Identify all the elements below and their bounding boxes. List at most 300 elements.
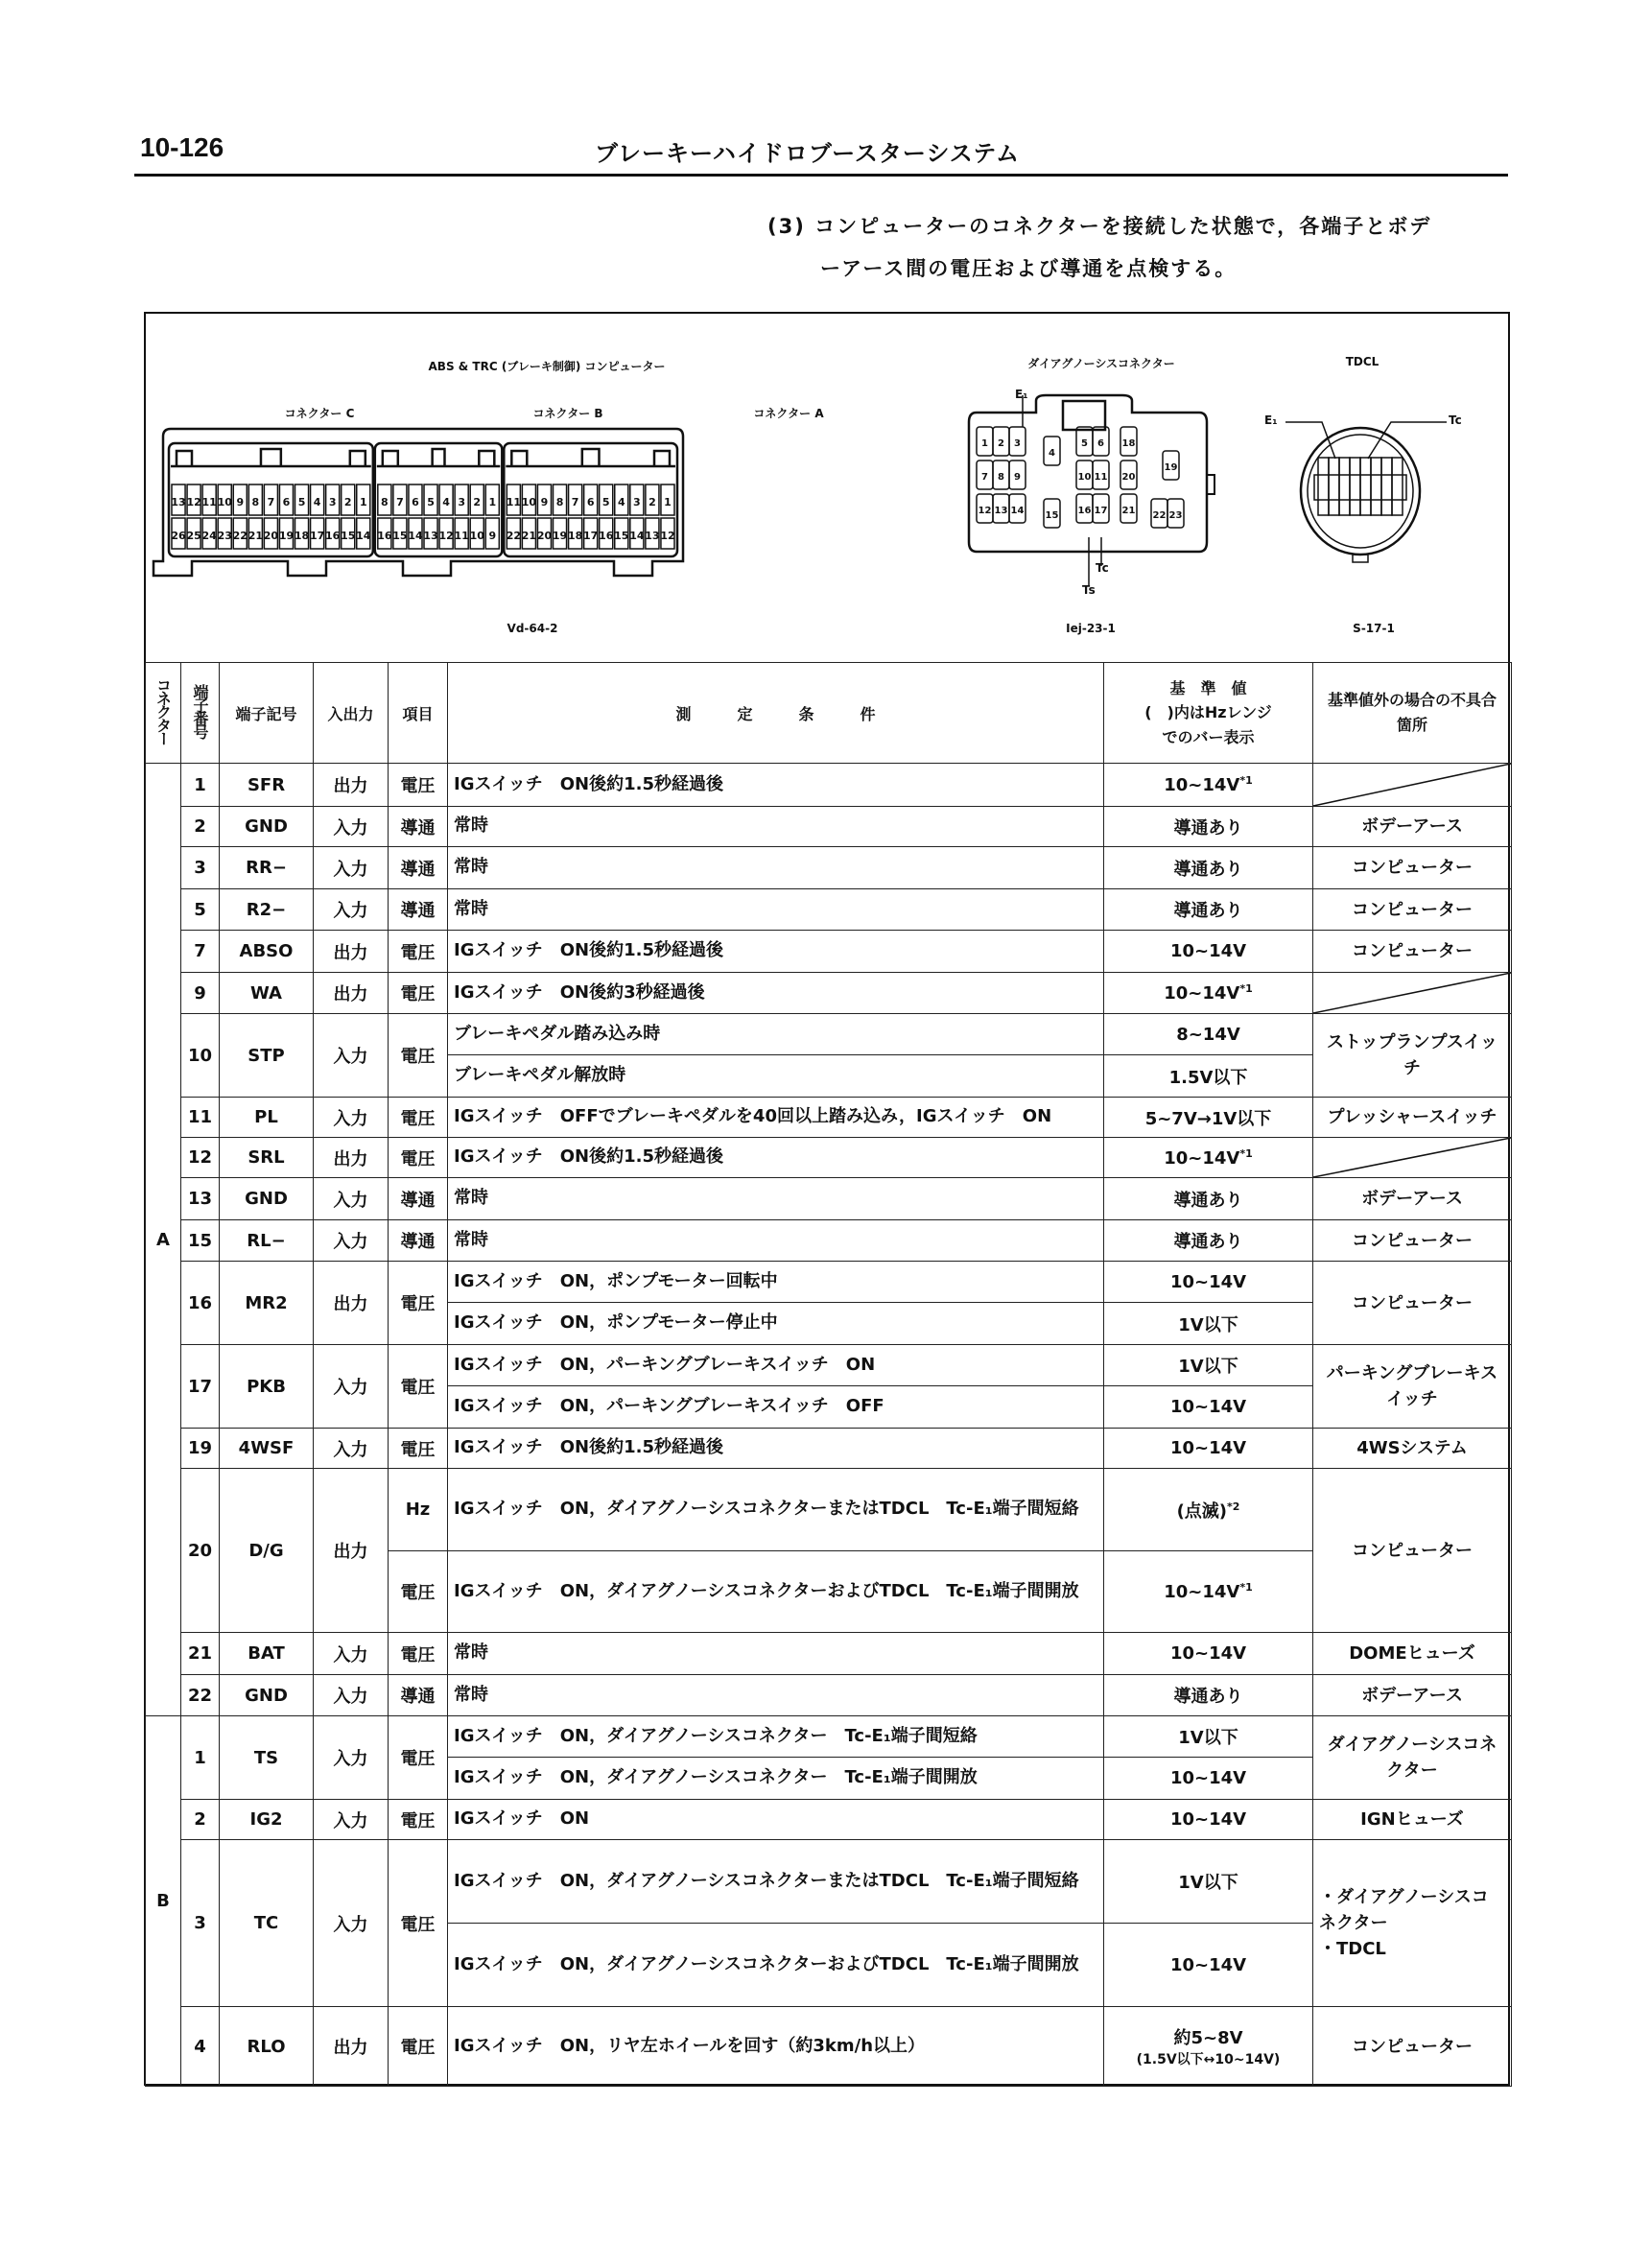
intro-line-1: (3) コンピューターのコネクターを接続した状態で，各端子とボデ <box>767 215 1432 238</box>
io-cell: 出力 <box>314 1469 389 1633</box>
connector-b-label: コネクター B <box>532 407 603 420</box>
fault-location-blank <box>1313 764 1512 807</box>
standard-value: 約5~8V <box>1173 2028 1243 2048</box>
standard-value-cell <box>1104 2007 1313 2087</box>
header-terminal-symbol: 端子記号 <box>220 663 314 764</box>
header-terminal-no: 端子番号 <box>181 663 220 764</box>
pin-number: 13 <box>994 506 1008 516</box>
tdcl-code: S-17-1 <box>1353 622 1395 635</box>
connector-cell: A <box>146 764 181 1716</box>
standard-value-cell <box>1104 1098 1313 1138</box>
pin-number: 3 <box>458 496 465 508</box>
pin-number: 14 <box>356 530 371 542</box>
pin-number: 9 <box>540 496 549 508</box>
pin-number: 11 <box>454 530 469 542</box>
condition-cell: 常時 <box>448 807 1104 847</box>
fault-location-cell: プレッシャースイッチ <box>1313 1098 1512 1138</box>
fault-location-cell: パーキングブレーキスイッチ <box>1313 1345 1512 1429</box>
pin-number: 22 <box>232 530 248 542</box>
standard-value: 1V以下 <box>1178 1314 1238 1335</box>
standard-value: 10~14V <box>1169 1397 1247 1417</box>
standard-value: 1V以下 <box>1178 1873 1238 1893</box>
standard-value: 5~7V→1V以下 <box>1144 1108 1272 1129</box>
terminal-symbol-cell: SFR <box>220 764 314 807</box>
pin-number: 25 <box>186 530 201 542</box>
pin-number: 10 <box>217 496 232 508</box>
condition-cell: IGスイッチ ON後約1.5秒経過後 <box>448 764 1104 807</box>
pin-number: 24 <box>201 530 217 542</box>
pin-number: 1 <box>488 496 497 508</box>
pin-number: 1 <box>359 496 367 508</box>
pin-number: 4 <box>442 496 450 508</box>
pin-number: 13 <box>645 530 660 542</box>
item-cell: 導通 <box>389 807 448 847</box>
terminal-symbol-cell: IG2 <box>220 1800 314 1840</box>
fault-location-cell: コンピューター <box>1313 1262 1512 1345</box>
terminal-symbol-cell: RL− <box>220 1220 314 1262</box>
condition-cell: IGスイッチ ON，ダイアグノーシスコネクターおよびTDCL Tc-E₁端子間開放 <box>448 1924 1104 2007</box>
standard-value: 10~14V <box>1169 1271 1247 1292</box>
terminal-no-cell: 7 <box>181 931 220 973</box>
fault-location-cell: コンピューター <box>1313 2007 1512 2087</box>
terminal-no-cell: 2 <box>181 1800 220 1840</box>
standard-value: 10~14V <box>1169 941 1247 961</box>
pin-number: 22 <box>506 530 521 542</box>
diagonal-slash <box>1313 1138 1511 1177</box>
io-cell: 入力 <box>314 1098 389 1138</box>
connector-c-label: コネクター C <box>284 407 355 420</box>
fault-location-cell: ・ダイアグノーシスコネクター ・TDCL <box>1313 1840 1512 2007</box>
pin-number: 13 <box>171 496 186 508</box>
pin-number: 4 <box>313 496 321 508</box>
pin-number: 11 <box>506 496 521 508</box>
standard-value-cell <box>1104 1055 1313 1098</box>
diag-tc-label: Tc <box>1096 561 1109 575</box>
io-cell: 入力 <box>314 1675 389 1716</box>
pin-number: 21 <box>1121 506 1136 516</box>
item-cell: 電圧 <box>389 1014 448 1098</box>
diag-connector-title: ダイアグノーシスコネクター <box>1027 357 1175 370</box>
connector-b-pins <box>375 443 503 556</box>
computer-title: ABS & TRC (ブレーキ制御) コンピューター <box>428 360 666 373</box>
tdcl-tc-label: Tc <box>1449 413 1462 427</box>
condition-cell: 常時 <box>448 1675 1104 1716</box>
diag-e1-label: E₁ <box>1015 388 1028 401</box>
io-cell: 出力 <box>314 1262 389 1345</box>
condition-cell: IGスイッチ ON，パーキングブレーキスイッチ OFF <box>448 1386 1104 1429</box>
pin-number: 15 <box>392 530 408 542</box>
terminal-symbol-cell: R2− <box>220 889 314 931</box>
pin-number: 4 <box>617 496 625 508</box>
standard-value-cell <box>1104 1303 1313 1345</box>
fault-location-cell: ボデーアース <box>1313 1675 1512 1716</box>
io-cell: 入力 <box>314 1345 389 1429</box>
pin-number: 12 <box>660 530 675 542</box>
item-cell: 導通 <box>389 1675 448 1716</box>
standard-value: 導通あり <box>1173 859 1243 880</box>
condition-cell: 常時 <box>448 847 1104 889</box>
diagonal-slash <box>1313 973 1511 1013</box>
condition-cell: IGスイッチ ON後約1.5秒経過後 <box>448 931 1104 973</box>
pin-number: 8 <box>251 496 260 508</box>
condition-cell: IGスイッチ ON，リヤ左ホイールを回す（約3km/h以上） <box>448 2007 1104 2087</box>
item-cell: 電圧 <box>389 1345 448 1429</box>
io-cell: 出力 <box>314 973 389 1014</box>
item-cell: 導通 <box>389 1220 448 1262</box>
condition-cell: 常時 <box>448 1178 1104 1220</box>
io-cell: 入力 <box>314 847 389 889</box>
pin-number: 14 <box>1010 506 1025 516</box>
pin-number: 12 <box>186 496 201 508</box>
pin-number: 7 <box>981 472 988 483</box>
standard-value: (点滅) <box>1176 1500 1228 1522</box>
terminal-symbol-cell: GND <box>220 1178 314 1220</box>
table-row <box>146 2007 1512 2087</box>
header-io: 入出力 <box>314 663 389 764</box>
standard-value: 10~14V <box>1169 1643 1247 1664</box>
terminal-symbol-cell: D/G <box>220 1469 314 1633</box>
pin-number: 21 <box>248 530 263 542</box>
io-cell: 入力 <box>314 807 389 847</box>
standard-value-cell <box>1104 1675 1313 1716</box>
pin-number: 15 <box>614 530 629 542</box>
header-fault-location: 基準値外の場合の不具合箇所 <box>1313 663 1512 764</box>
standard-value-cell <box>1104 1800 1313 1840</box>
io-cell: 入力 <box>314 1800 389 1840</box>
table-row <box>146 1469 1512 1551</box>
standard-value: 1V以下 <box>1178 1728 1238 1748</box>
pin-number: 7 <box>571 496 579 508</box>
pin-number: 10 <box>1077 472 1092 483</box>
pin-number: 3 <box>328 496 337 508</box>
page-number: 10-126 <box>140 132 224 162</box>
condition-cell: IGスイッチ ON <box>448 1800 1104 1840</box>
pin-number: 19 <box>278 530 295 542</box>
condition-cell: ブレーキペダル解放時 <box>448 1055 1104 1098</box>
terminal-no-cell: 1 <box>181 764 220 807</box>
pin-number: 20 <box>263 530 279 542</box>
io-cell: 入力 <box>314 889 389 931</box>
pin-number: 22 <box>1152 510 1167 521</box>
terminal-no-cell: 21 <box>181 1633 220 1675</box>
standard-value-cell <box>1104 1758 1313 1800</box>
terminal-symbol-cell: MR2 <box>220 1262 314 1345</box>
io-cell: 出力 <box>314 2007 389 2087</box>
pin-number: 14 <box>408 530 423 542</box>
condition-cell: IGスイッチ ON後約3秒経過後 <box>448 973 1104 1014</box>
pin-number: 6 <box>1097 438 1104 449</box>
standard-value: 10~14V <box>1164 775 1240 795</box>
diagnosis-connector <box>969 395 1214 585</box>
table-row <box>146 847 1512 889</box>
connector-cell: B <box>146 1716 181 2087</box>
fault-location-cell: コンピューター <box>1313 931 1512 973</box>
connector-c-pins <box>169 443 373 556</box>
pin-number: 10 <box>521 496 537 508</box>
standard-value-cell <box>1104 1178 1313 1220</box>
standard-value: 10~14V <box>1164 983 1240 1004</box>
pin-number: 16 <box>325 530 341 542</box>
item-cell: 電圧 <box>389 1840 448 2007</box>
pin-number: 3 <box>633 496 641 508</box>
fault-location-cell: ストップランプスイッチ <box>1313 1014 1512 1098</box>
item-cell: 電圧 <box>389 1138 448 1178</box>
fault-location-cell: コンピューター <box>1313 847 1512 889</box>
standard-value-cell <box>1104 764 1313 807</box>
pin-number: 1 <box>981 438 988 449</box>
condition-cell: IGスイッチ OFFでブレーキペダルを40回以上踏み込み，IGスイッチ ON <box>448 1098 1104 1138</box>
pin-number: 7 <box>267 496 275 508</box>
table-row <box>146 1262 1512 1303</box>
standard-value-cell <box>1104 1220 1313 1262</box>
tdcl-connector <box>1285 422 1447 562</box>
io-cell: 入力 <box>314 1014 389 1098</box>
header-standard-value: 基 準 値 ( )内はHzレンジ でのバー表示 <box>1104 663 1313 764</box>
pin-number: 3 <box>1014 438 1021 449</box>
standard-value: 1V以下 <box>1178 1357 1238 1377</box>
pin-number: 6 <box>412 496 419 508</box>
table-row <box>146 1633 1512 1675</box>
pin-number: 5 <box>601 496 610 508</box>
io-cell: 入力 <box>314 1429 389 1469</box>
computer-code: Vd-64-2 <box>507 622 558 635</box>
standard-value-cell <box>1104 931 1313 973</box>
pin-number: 8 <box>381 496 389 508</box>
table-row <box>146 931 1512 973</box>
pin-number: 6 <box>282 496 291 508</box>
table-row <box>146 1800 1512 1840</box>
pin-number: 21 <box>521 530 537 542</box>
header-connector: コネクター <box>146 663 181 764</box>
condition-cell: ブレーキペダル踏み込み時 <box>448 1014 1104 1055</box>
condition-cell: IGスイッチ ON，ダイアグノーシスコネクターまたはTDCL Tc-E₁端子間短絡 <box>448 1469 1104 1551</box>
condition-cell: 常時 <box>448 889 1104 931</box>
standard-value-cell <box>1104 889 1313 931</box>
fault-location-cell: ダイアグノーシスコネクター <box>1313 1716 1512 1800</box>
footnote-mark: *2 <box>1227 1500 1240 1513</box>
standard-value: 10~14V <box>1169 1954 1247 1975</box>
pin-number: 20 <box>1121 472 1136 483</box>
pin-number: 15 <box>341 530 356 542</box>
header-item: 項目 <box>389 663 448 764</box>
terminal-symbol-cell: 4WSF <box>220 1429 314 1469</box>
condition-cell: IGスイッチ ON，ダイアグノーシスコネクター Tc-E₁端子間短絡 <box>448 1716 1104 1758</box>
connector-a-label: コネクター A <box>753 407 824 420</box>
table-row <box>146 1014 1512 1055</box>
io-cell: 出力 <box>314 764 389 807</box>
table-row <box>146 1220 1512 1262</box>
pin-number: 2 <box>473 496 482 508</box>
terminal-no-cell: 17 <box>181 1345 220 1429</box>
tdcl-title: TDCL <box>1345 355 1379 368</box>
pin-number: 5 <box>1081 438 1088 449</box>
pin-number: 15 <box>1045 510 1059 521</box>
item-cell: 電圧 <box>389 1262 448 1345</box>
io-cell: 入力 <box>314 1716 389 1800</box>
terminal-no-cell: 3 <box>181 1840 220 2007</box>
standard-value: 導通あり <box>1173 1232 1243 1252</box>
condition-cell: IGスイッチ ON後約1.5秒経過後 <box>448 1138 1104 1178</box>
terminal-no-cell: 3 <box>181 847 220 889</box>
table-row <box>146 1098 1512 1138</box>
condition-cell: 常時 <box>448 1220 1104 1262</box>
standard-value-cell <box>1104 1386 1313 1429</box>
terminal-no-cell: 15 <box>181 1220 220 1262</box>
terminal-no-cell: 20 <box>181 1469 220 1633</box>
terminal-no-cell: 13 <box>181 1178 220 1220</box>
pin-number: 10 <box>469 530 484 542</box>
pin-number: 16 <box>1077 506 1092 516</box>
table-row <box>146 1675 1512 1716</box>
diag-connector-code: Iej-23-1 <box>1066 622 1116 635</box>
pin-number: 7 <box>396 496 404 508</box>
connector-diagrams <box>0 0 1627 672</box>
standard-value-cell <box>1104 1469 1313 1551</box>
terminal-no-cell: 5 <box>181 889 220 931</box>
pin-number: 9 <box>488 530 497 542</box>
standard-value-cell <box>1104 1014 1313 1055</box>
terminal-symbol-cell: ABSO <box>220 931 314 973</box>
terminal-symbol-cell: STP <box>220 1014 314 1098</box>
standard-value: 10~14V <box>1169 1809 1247 1830</box>
pin-number: 12 <box>438 530 454 542</box>
pin-number: 5 <box>297 496 306 508</box>
terminal-no-cell: 4 <box>181 2007 220 2087</box>
item-cell: 導通 <box>389 847 448 889</box>
pin-number: 17 <box>583 530 599 542</box>
table-row <box>146 973 1512 1014</box>
terminal-no-cell: 12 <box>181 1138 220 1178</box>
item-cell: 電圧 <box>389 1716 448 1800</box>
standard-value-cell <box>1104 1551 1313 1633</box>
table-row <box>146 1716 1512 1758</box>
terminal-symbol-cell: PL <box>220 1098 314 1138</box>
condition-cell: IGスイッチ ON後約1.5秒経過後 <box>448 1429 1104 1469</box>
item-cell: 電圧 <box>389 931 448 973</box>
pin-number: 23 <box>1168 510 1183 521</box>
terminal-symbol-cell: GND <box>220 807 314 847</box>
fault-location-cell: コンピューター <box>1313 1469 1512 1633</box>
item-cell: 電圧 <box>389 973 448 1014</box>
condition-cell: IGスイッチ ON，ポンプモーター回転中 <box>448 1262 1104 1303</box>
table-row <box>146 1138 1512 1178</box>
standard-value: 導通あり <box>1173 1190 1243 1211</box>
header-condition: 測 定 条 件 <box>448 663 1104 764</box>
terminal-symbol-cell: SRL <box>220 1138 314 1178</box>
terminal-no-cell: 10 <box>181 1014 220 1098</box>
pin-number: 17 <box>1094 506 1108 516</box>
fault-location-cell: ボデーアース <box>1313 807 1512 847</box>
tdcl-e1-label: E₁ <box>1264 413 1278 427</box>
pin-number: 2 <box>648 496 656 508</box>
fault-location-blank <box>1313 1138 1512 1178</box>
pin-number: 2 <box>998 438 1004 449</box>
pin-number: 18 <box>294 530 310 542</box>
terminal-no-cell: 11 <box>181 1098 220 1138</box>
intro-line-2: ーアース間の電圧および導通を点検する。 <box>820 257 1238 280</box>
item-cell: 導通 <box>389 889 448 931</box>
io-cell: 出力 <box>314 931 389 973</box>
pin-number: 1 <box>664 496 672 508</box>
standard-value-range: (1.5V以下↔10~14V) <box>1136 2052 1281 2067</box>
table-row <box>146 1840 1512 1924</box>
terminal-symbol-cell: BAT <box>220 1633 314 1675</box>
standard-value: 導通あり <box>1173 901 1243 921</box>
pin-number: 13 <box>423 530 438 542</box>
standard-value-cell <box>1104 1429 1313 1469</box>
pin-number: 9 <box>1014 472 1021 483</box>
condition-cell: IGスイッチ ON，ポンプモーター停止中 <box>448 1303 1104 1345</box>
diagonal-slash <box>1313 764 1511 806</box>
pin-number: 14 <box>629 530 645 542</box>
table-row <box>146 764 1512 807</box>
standard-value-cell <box>1104 1262 1313 1303</box>
item-cell: 電圧 <box>389 1633 448 1675</box>
pin-number: 17 <box>309 530 325 542</box>
standard-value: 10~14V <box>1164 1582 1240 1602</box>
connector-a-pins <box>504 443 677 556</box>
io-cell: 入力 <box>314 1840 389 2007</box>
terminal-symbol-cell: PKB <box>220 1345 314 1429</box>
item-cell: 電圧 <box>389 1800 448 1840</box>
standard-value-cell <box>1104 807 1313 847</box>
pin-number: 19 <box>552 530 568 542</box>
abs-trc-computer-connector <box>153 429 683 576</box>
pin-number: 2 <box>343 496 352 508</box>
fault-location-blank <box>1313 973 1512 1014</box>
fault-location-cell: コンピューター <box>1313 889 1512 931</box>
item-cell: 電圧 <box>389 1098 448 1138</box>
pin-number: 11 <box>1094 472 1108 483</box>
pin-number: 8 <box>998 472 1004 483</box>
standard-value: 1.5V以下 <box>1168 1067 1248 1088</box>
fault-location-cell: IGNヒューズ <box>1313 1800 1512 1840</box>
fault-location-cell: ボデーアース <box>1313 1178 1512 1220</box>
terminal-symbol-cell: WA <box>220 973 314 1014</box>
standard-value: 10~14V <box>1169 1768 1247 1788</box>
item-cell: 電圧 <box>389 1551 448 1633</box>
terminal-no-cell: 9 <box>181 973 220 1014</box>
standard-value: 8~14V <box>1176 1024 1240 1045</box>
terminal-inspection-table <box>145 662 1512 2087</box>
item-cell: 電圧 <box>389 2007 448 2087</box>
pin-number: 18 <box>567 530 583 542</box>
pin-number: 11 <box>201 496 217 508</box>
io-cell: 入力 <box>314 1178 389 1220</box>
pin-number: 4 <box>1049 448 1055 459</box>
standard-value-cell <box>1104 1345 1313 1386</box>
terminal-no-cell: 22 <box>181 1675 220 1716</box>
fault-location-cell: コンピューター <box>1313 1220 1512 1262</box>
table-row <box>146 807 1512 847</box>
pin-number: 19 <box>1164 462 1178 473</box>
pin-number: 18 <box>1121 438 1136 449</box>
footnote-mark: *1 <box>1239 1581 1253 1594</box>
standard-value-cell <box>1104 1716 1313 1758</box>
item-cell: 電圧 <box>389 1429 448 1469</box>
terminal-symbol-cell: RLO <box>220 2007 314 2087</box>
io-cell: 出力 <box>314 1138 389 1178</box>
pin-number: 12 <box>978 506 992 516</box>
terminal-symbol-cell: GND <box>220 1675 314 1716</box>
diag-ts-label: Ts <box>1082 583 1096 597</box>
io-cell: 入力 <box>314 1633 389 1675</box>
pin-number: 26 <box>171 530 186 542</box>
terminal-no-cell: 1 <box>181 1716 220 1800</box>
standard-value-cell <box>1104 973 1313 1014</box>
terminal-symbol-cell: RR− <box>220 847 314 889</box>
standard-value: 10~14V <box>1169 1438 1247 1458</box>
